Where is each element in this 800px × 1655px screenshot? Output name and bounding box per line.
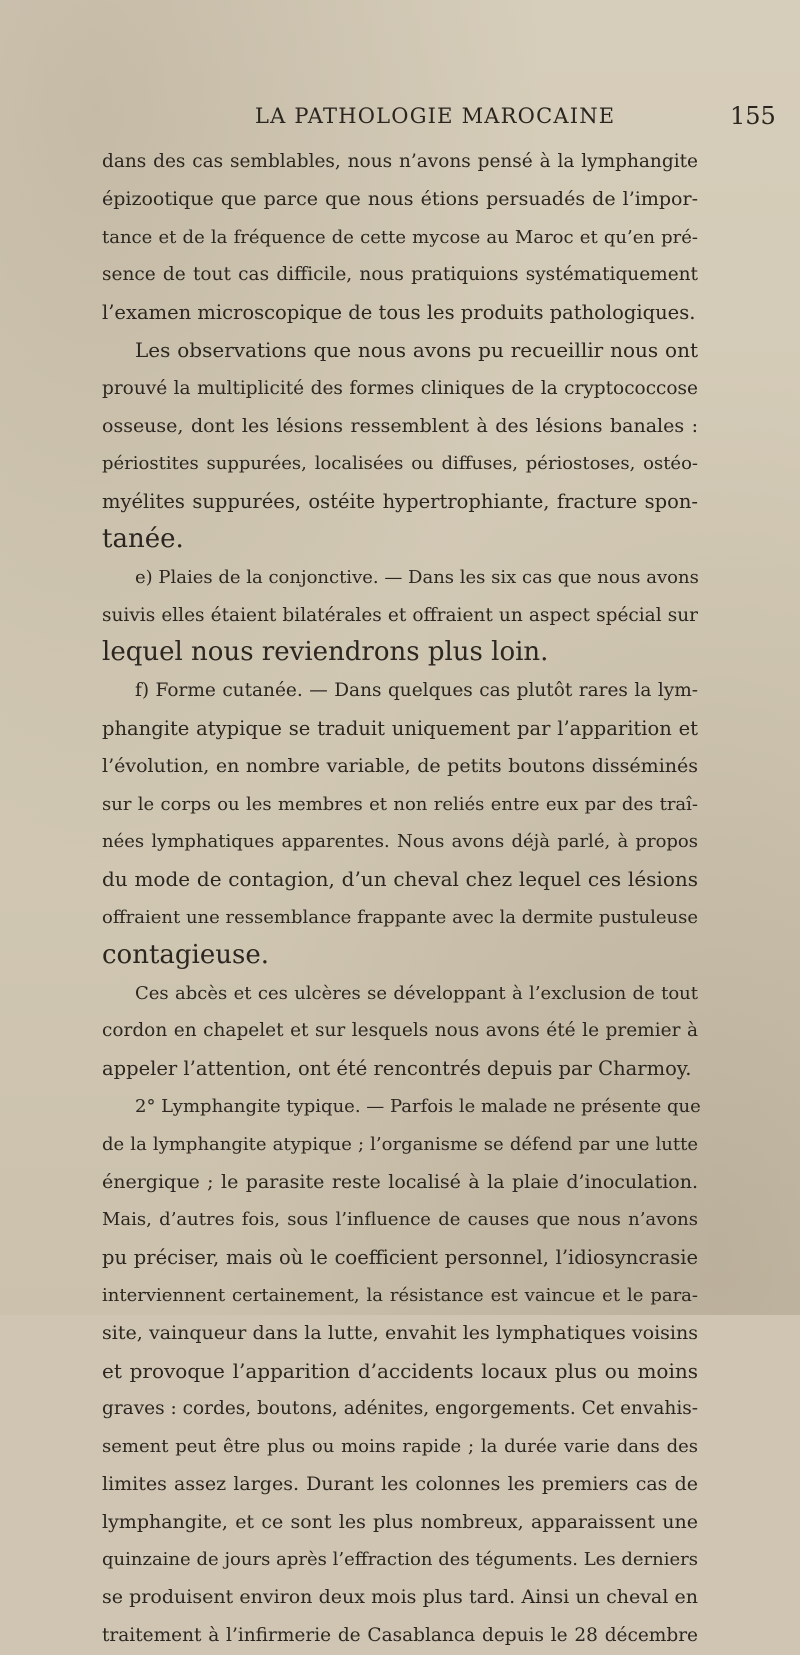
text-line: appeler l’attention, ont été rencontrés depuis par Charmoy. [102,1057,692,1081]
text-line: site, vainqueur dans la lutte, envahit les lymphatiques voisins [102,1321,698,1344]
text-line: sence de tout cas difficile, nous pratiquions systématiquement [102,264,698,286]
text-line: traitement à l’infirmerie de Casablanca depuis le 28 décembre [102,1625,698,1647]
text-line: interviennent certainement, la résistance est vaincue et le para- [102,1284,698,1306]
text-line: du mode de contagion, d’un cheval chez lequel ces lésions [102,867,698,892]
page-number: 155 [730,102,776,130]
text-line: et provoque l’apparition d’accidents locaux plus ou moins [102,1358,698,1383]
text-line: myélites suppurées, ostéite hypertrophiante, fracture spon- [102,490,698,514]
text-line: offraient une ressemblance frappante avec la dermite pustuleuse [102,906,698,928]
text-line: lymphangite, et ce sont les plus nombreux, apparaissent une [102,1510,698,1533]
text-line: de la lymphangite atypique ; l’organisme se défend par une lutte [102,1133,698,1155]
text-line: énergique ; le parasite reste localisé à la plaie d’inoculation. [102,1170,698,1193]
text-line: Ces abcès et ces ulcères se développant à l’exclusion de tout [135,982,698,1004]
text-line: contagieuse. [102,939,269,970]
text-line: l’examen microscopique de tous les produits pathologiques. [102,301,696,325]
text-line: Les observations que nous avons pu recueillir nous ont [135,337,698,362]
text-line: cordon en chapelet et sur lesquels nous avons été le premier à [102,1020,698,1042]
text-line: f) Forme cutanée. — Dans quelques cas plutôt rares la lym- [135,680,698,702]
text-line: limites assez larges. Durant les colonnes les premiers cas de [102,1472,698,1495]
text-line: épizootique que parce que nous étions persuadés de l’impor- [102,187,698,210]
text-line: phangite atypique se traduit uniquement par l’apparition et [102,716,698,740]
text-line: pu préciser, mais où le coefficient personnel, l’idiosyncrasie [102,1246,698,1270]
text-line: 2° Lymphangite typique. — Parfois le malade ne présente que [135,1095,701,1117]
text-line: quinzaine de jours après l’effraction des téguments. Les derniers [102,1549,698,1571]
text-line: sement peut être plus ou moins rapide ; la durée varie dans des [102,1436,698,1458]
text-line: tance et de la fréquence de cette mycose au Maroc et qu’en pré- [102,226,698,248]
text-line: e) Plaies de la conjonctive. — Dans les six cas que nous avons [135,566,699,588]
text-line: suivis elles étaient bilatérales et offraient un aspect spécial sur [102,604,698,626]
text-line: périostites suppurées, localisées ou diffuses, périostoses, ostéo- [102,453,698,475]
running-title: LA PATHOLOGIE MAROCAINE [255,104,616,128]
text-line: nées lymphatiques apparentes. Nous avons déjà parlé, à propos [102,831,698,853]
text-line: l’évolution, en nombre variable, de petits boutons disséminés [102,754,698,777]
text-line: tanée. [102,523,184,554]
body-text [0,143,800,1655]
text-line: prouvé la multiplicité des formes cliniques de la cryptococcose [102,377,698,399]
text-line: sur le corps ou les membres et non reliés entre eux par des traî- [102,793,698,815]
text-line: dans des cas semblables, nous n’avons pensé à la lymphangite [102,151,698,172]
text-line: osseuse, dont les lésions ressemblent à des lésions banales : [102,414,698,437]
text-line: Mais, d’autres fois, sous l’influence de causes que nous n’avons [102,1209,698,1231]
text-line: graves : cordes, boutons, adénites, engorgements. Cet envahis- [102,1398,698,1420]
text-line: se produisent environ deux mois plus tard. Ainsi un cheval en [102,1586,698,1609]
page-header [0,98,800,134]
text-line: lequel nous reviendrons plus loin. [102,637,549,668]
